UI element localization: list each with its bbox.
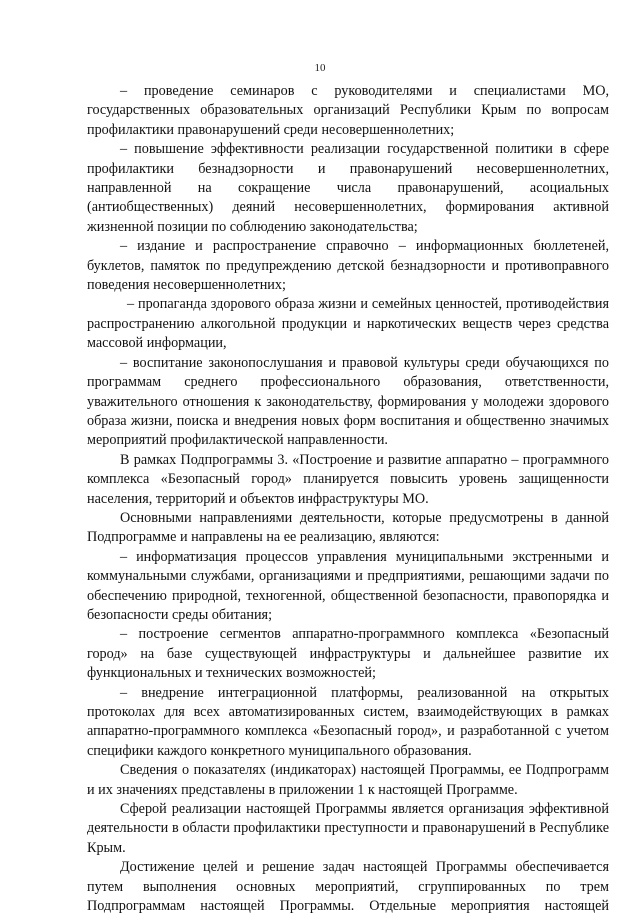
paragraph-integration-platform: – внедрение интеграционной платформы, реализованной на открытых протоколах для всех автоматизированных систем, взаимодействующих в рамках аппаратно-программного комплекса «Безопасный город», и разработанной с учетом специфики каждого конкретного муниципального образования.	[87, 684, 609, 759]
paragraph-indicators: Сведения о показателях (индикаторах) настоящей Программы, ее Подпрограмм и их значениях представлены в приложении 1 к настоящей Программе.	[87, 762, 609, 798]
paragraph-propaganda: – пропаганда здорового образа жизни и семейных ценностей, противодействия распространению алкогольной продукции и наркотических веществ через средства массовой информации,	[87, 296, 609, 352]
paragraph-subprogram-3: В рамках Подпрограммы 3. «Построение и развитие аппаратно – программного комплекса «Безопасный город» планируется повысить уровень защищенности населения, территорий и объектов инфраструктуры МО.	[87, 451, 609, 507]
paragraph-sphere: Сферой реализации настоящей Программы является организация эффективной деятельности в области профилактики преступности и правонарушений в Республике Крым.	[87, 801, 609, 856]
paragraph-achievement: Достижение целей и решение задач настоящей Программы обеспечивается путем выполнения основных мероприятий, сгруппированных по трем Подпрограммам настоящей Программы. Отдельные мероприятия настоящей	[87, 859, 609, 915]
page-number: 10	[314, 62, 326, 74]
paragraph-efficiency: – повышение эффективности реализации государственной политики в сфере профилактики безнадзорности и правонарушений несовершеннолетних, направленной на сокращение числа правонарушений, асоциальных (антиобщественных) деяний несовершеннолетних, формирования активной жизненной позиции по соблюдению законодательства;	[87, 141, 609, 235]
paragraph-segments: – построение сегментов аппаратно-программного комплекса «Безопасный город» на базе существующей инфраструктуры и дальнейшее развитие их функциональных и технических возможностей;	[87, 626, 609, 682]
paragraph-main-directions: Основными направлениями деятельности, которые предусмотрены в данной Подпрограмме и направлены на ее реализацию, являются:	[87, 509, 609, 546]
document-body	[87, 82, 609, 916]
paragraph-seminars: – проведение семинаров с руководителями и специалистами МО, государственных образовательных организаций Республики Крым по вопросам профилактики правонарушений среди несовершеннолетних;	[87, 83, 609, 138]
paragraph-informatization: – информатизация процессов управления муниципальными экстренными и коммунальными службами, организациями и предприятиями, решающими задачи по обеспечению природной, техногенной, общественной безопасности, правопорядка и безопасности среды обитания;	[87, 548, 609, 623]
paragraph-education: – воспитание законопослушания и правовой культуры среди обучающихся по программам среднего профессионального образования, ответственности, уважительного отношения к законодательству, формирования у молодежи здорового образа жизни, поиска и внедрения новых форм воспитания и общественно значимых мероприятий профилактической направленности.	[87, 354, 609, 449]
paragraph-publishing: – издание и распространение справочно – информационных бюллетеней, буклетов, памяток по предупреждению детской безнадзорности и противоправного поведения несовершеннолетних;	[87, 238, 609, 294]
